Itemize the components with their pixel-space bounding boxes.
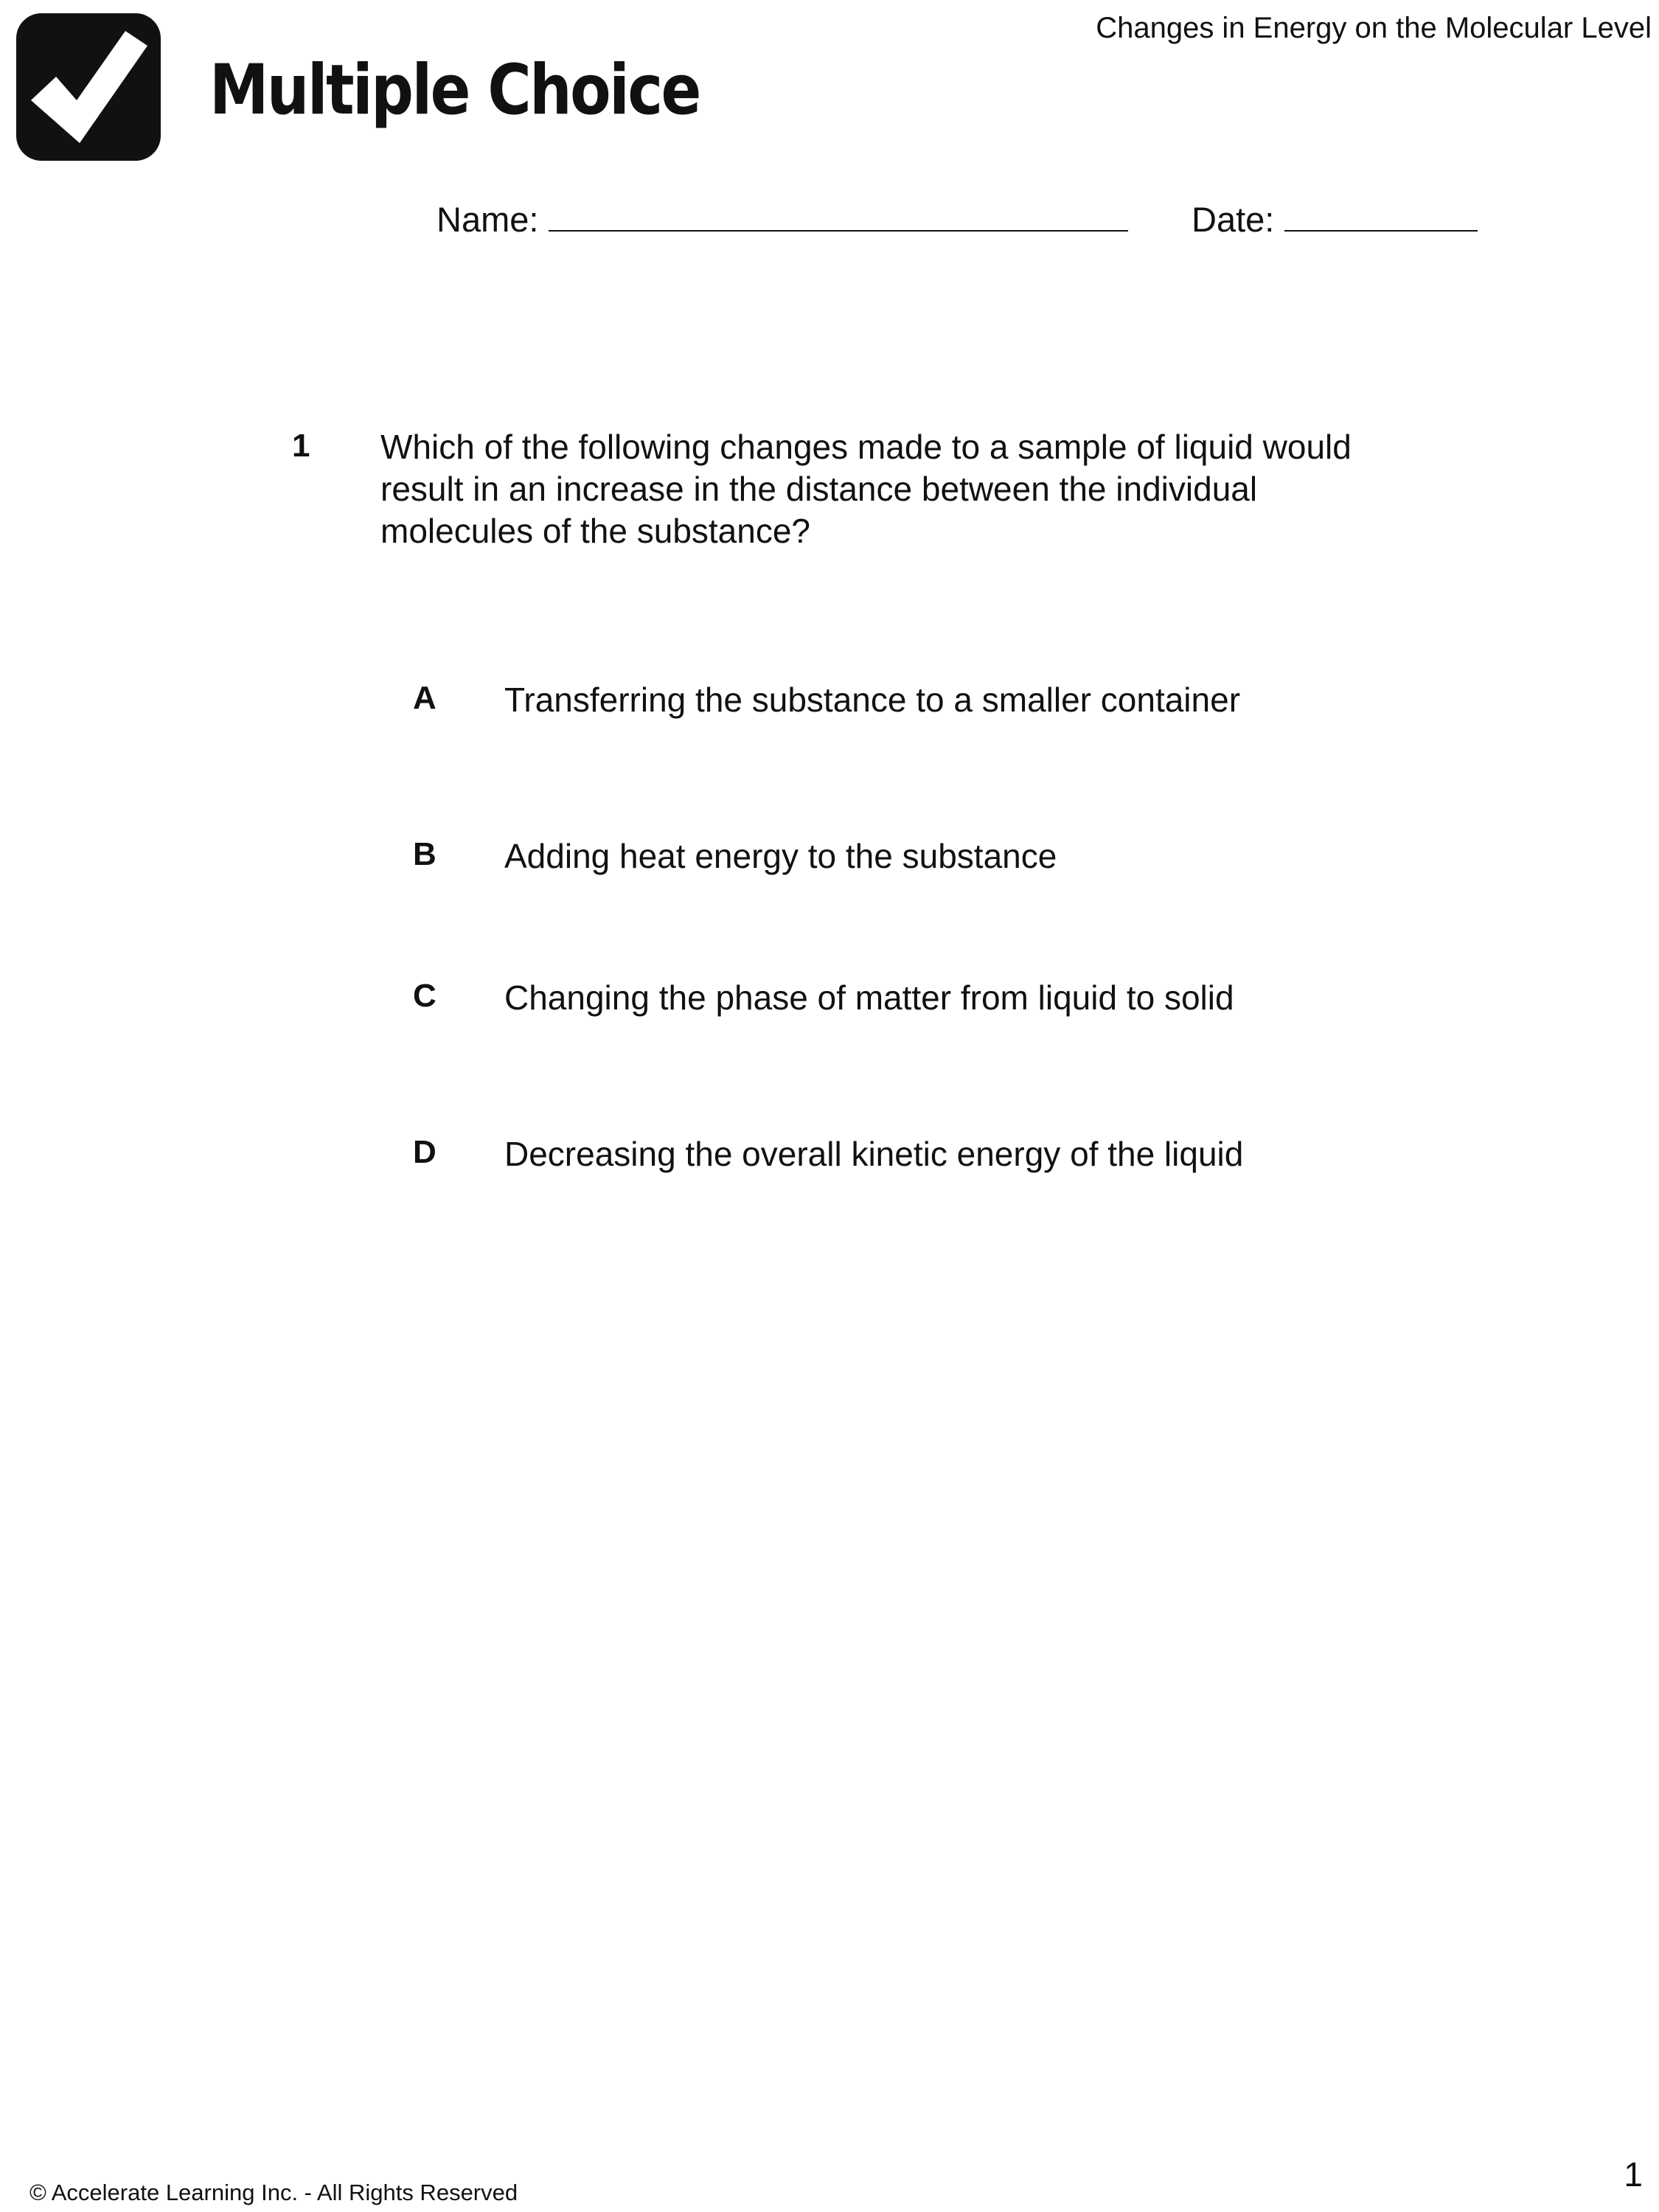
question-text: Which of the following changes made to a sample of liquid would result in an increase in the distance between the individual molecules of the substance?	[380, 428, 1352, 550]
choice-b-text: Adding heat energy to the substance	[504, 837, 1057, 875]
name-label: Name:	[437, 200, 539, 239]
choice-b-letter: B	[413, 836, 437, 872]
name-field	[437, 199, 1128, 240]
page-title: Multiple Choice	[209, 50, 700, 131]
choice-d-letter: D	[413, 1134, 437, 1170]
choice-d-text: Decreasing the overall kinetic energy of the liquid	[504, 1135, 1244, 1173]
date-field	[1192, 199, 1478, 240]
name-line[interactable]	[549, 201, 1128, 232]
choice-a-text: Transferring the substance to a smaller container	[504, 681, 1241, 719]
choice-a-letter: A	[413, 680, 437, 716]
choice-c-letter: C	[413, 978, 437, 1014]
page-number: 1	[1624, 2155, 1643, 2194]
date-label: Date:	[1192, 200, 1275, 239]
date-line[interactable]	[1284, 201, 1478, 232]
choice-c-text: Changing the phase of matter from liquid to solid	[504, 978, 1234, 1017]
copyright-footer: © Accelerate Learning Inc. - All Rights Reserved	[29, 2180, 518, 2205]
checkmark-icon	[15, 12, 162, 162]
question-number: 1	[292, 428, 310, 464]
topic-header: Changes in Energy on the Molecular Level	[1096, 12, 1652, 44]
